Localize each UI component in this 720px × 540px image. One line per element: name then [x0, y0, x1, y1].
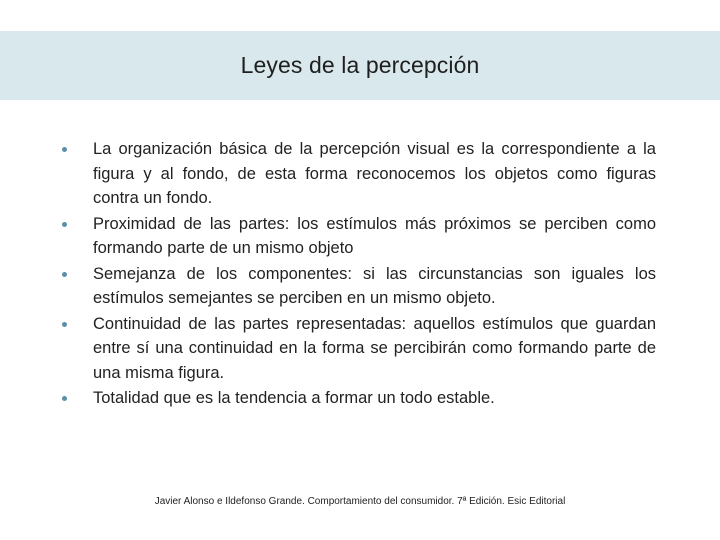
bullet-item-similarity [60, 262, 656, 311]
bullet-dot-icon [62, 322, 67, 327]
bullet-item-totality [60, 386, 656, 411]
citation-footer: Javier Alonso e Ildefonso Grande. Comportamiento del consumidor. 7ª Edición. Esic Editorial [154, 496, 566, 507]
bullet-item-figure-ground [60, 137, 656, 211]
bullet-text: Semejanza de los componentes: si las circunstancias son iguales los estímulos semejantes se perciben en un mismo objeto. [93, 264, 656, 307]
bullet-text: Proximidad de las partes: los estímulos más próximos se perciben como formando parte de un mismo objeto [93, 214, 656, 257]
bullet-dot-icon [62, 272, 67, 277]
bullet-text: Continuidad de las partes representadas: aquellos estímulos que guardan entre sí una continuidad en la forma se percibirán como formando parte de una misma figura. [93, 314, 656, 382]
bullet-item-continuity [60, 312, 656, 386]
title-band [0, 31, 720, 100]
bullet-text: Totalidad que es la tendencia a formar un todo estable. [93, 389, 495, 407]
bullet-list [60, 137, 656, 412]
bullet-dot-icon [62, 396, 67, 401]
slide-title: Leyes de la percepción [240, 52, 480, 78]
bullet-dot-icon [62, 222, 67, 227]
bullet-item-proximity [60, 212, 656, 261]
bullet-text: La organización básica de la percepción visual es la correspondiente a la figura y al fondo, de esta forma reconocemos los objetos como figuras contra un fondo. [93, 140, 656, 207]
bullet-dot-icon [62, 147, 67, 152]
